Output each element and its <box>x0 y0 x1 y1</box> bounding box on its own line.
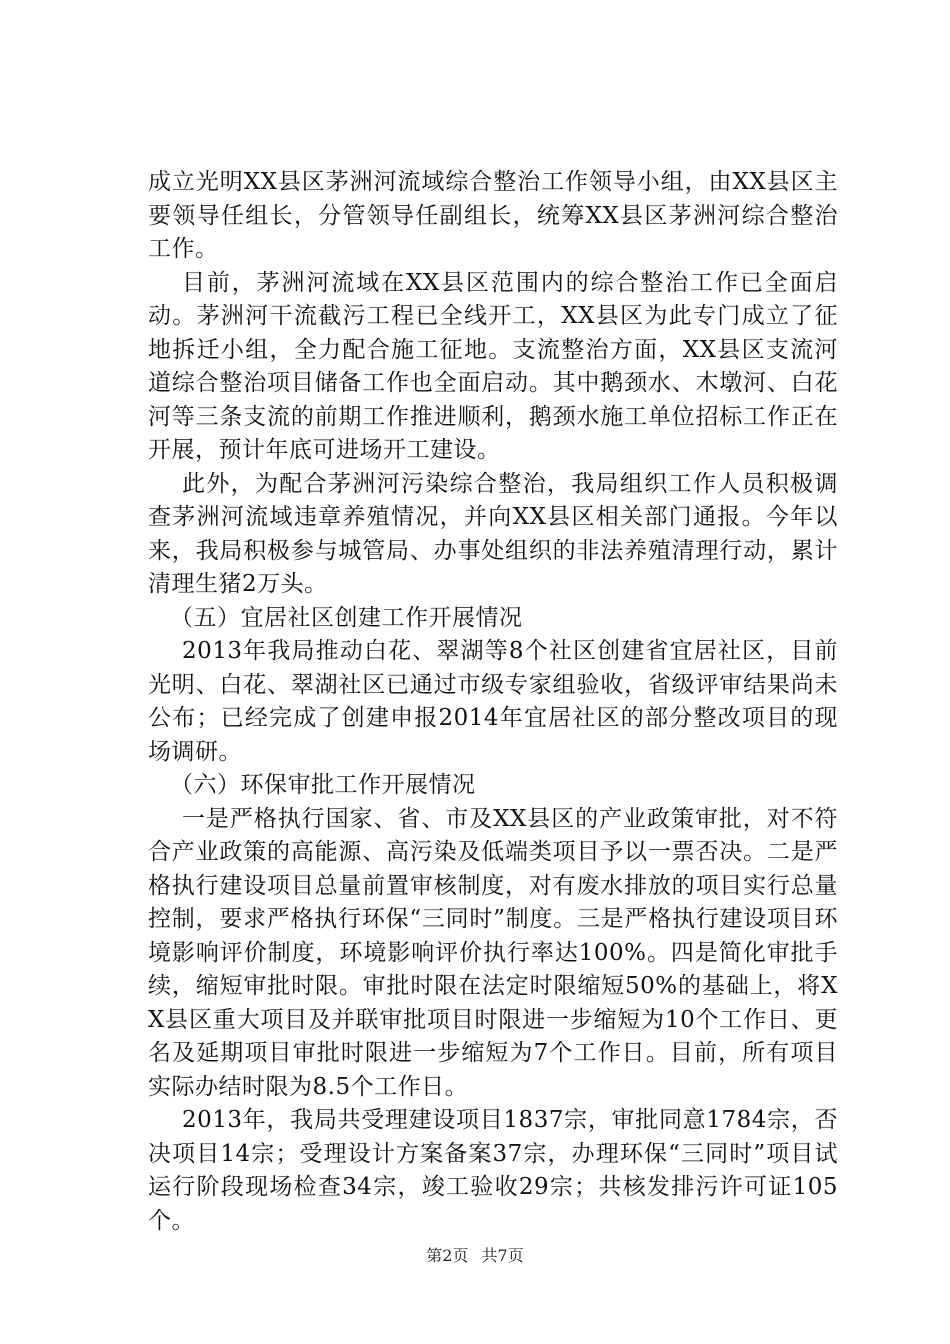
paragraph-approval-statistics: 2013年，我局共受理建设项目1837宗，审批同意1784宗，否决项目14宗；受理设计方案备案37宗，办理环保“三同时”项目试运行阶段现场检查34宗，竣工验收29宗；共核发排污许可证105个。 <box>148 1107 838 1234</box>
paragraph-approval-measures: 一是严格执行国家、省、市及XX县区的产业政策审批，对不符合产业政策的高能源、高污染及低端类项目予以一票否决。二是严格执行建设项目总量前置审核制度，对有废水排放的项目实行总量控制，要求严格执行环保“三同时”制度。三是严格执行建设项目环境影响评价制度，环境影响评价执行率达100%。四是简化审批手续，缩短审批时限。审批时限在法定时限缩短50%的基础上，将XX县区重大项目及并联审批项目时限进一步缩短为10个工作日、更名及延期项目审批时限进一步缩短为7个工作日。目前，所有项目实际办结时限为8.5个工作日。 <box>148 805 838 1100</box>
page-total: 共7页 <box>481 1246 524 1265</box>
page-footer <box>0 1243 950 1266</box>
page-number: 第2页 <box>426 1246 469 1265</box>
paragraph-leading-group: 成立光明XX县区茅洲河流域综合整治工作领导小组，由XX县区主要领导任组长，分管领导任副组长，统筹XX县区茅洲河综合整治工作。 <box>148 169 838 262</box>
section-heading-livable-community: （五）宜居社区创建工作开展情况 <box>170 604 523 631</box>
paragraph-illegal-farming: 此外，为配合茅洲河污染综合整治，我局组织工作人员积极调查茅洲河流域违章养殖情况，并向XX县区相关部门通报。今年以来，我局积极参与城管局、办事处组织的非法养殖清理行动，累计清理生猪2万头。 <box>148 470 838 597</box>
document-body <box>148 166 838 1238</box>
section-heading-environmental-approval: （六）环保审批工作开展情况 <box>170 772 476 798</box>
paragraph-remediation-progress: 目前，茅洲河流域在XX县区范围内的综合整治工作已全面启动。茅洲河干流截污工程已全线开工，XX县区为此专门成立了征地拆迁小组，全力配合施工征地。支流整治方面，XX县区支流河道综合整治项目储备工作也全面启动。其中鹅颈水、木墩河、白花河等三条支流的前期工作推进顺利，鹅颈水施工单位招标工作正在开展，预计年底可进场开工建设。 <box>148 269 838 463</box>
paragraph-livable-community: 2013年我局推动白花、翠湖等8个社区创建省宜居社区，目前光明、白花、翠湖社区已通过市级专家组验收，省级评审结果尚未公布；已经完成了创建申报2014年宜居社区的部分整改项目的现场调研。 <box>148 638 838 765</box>
